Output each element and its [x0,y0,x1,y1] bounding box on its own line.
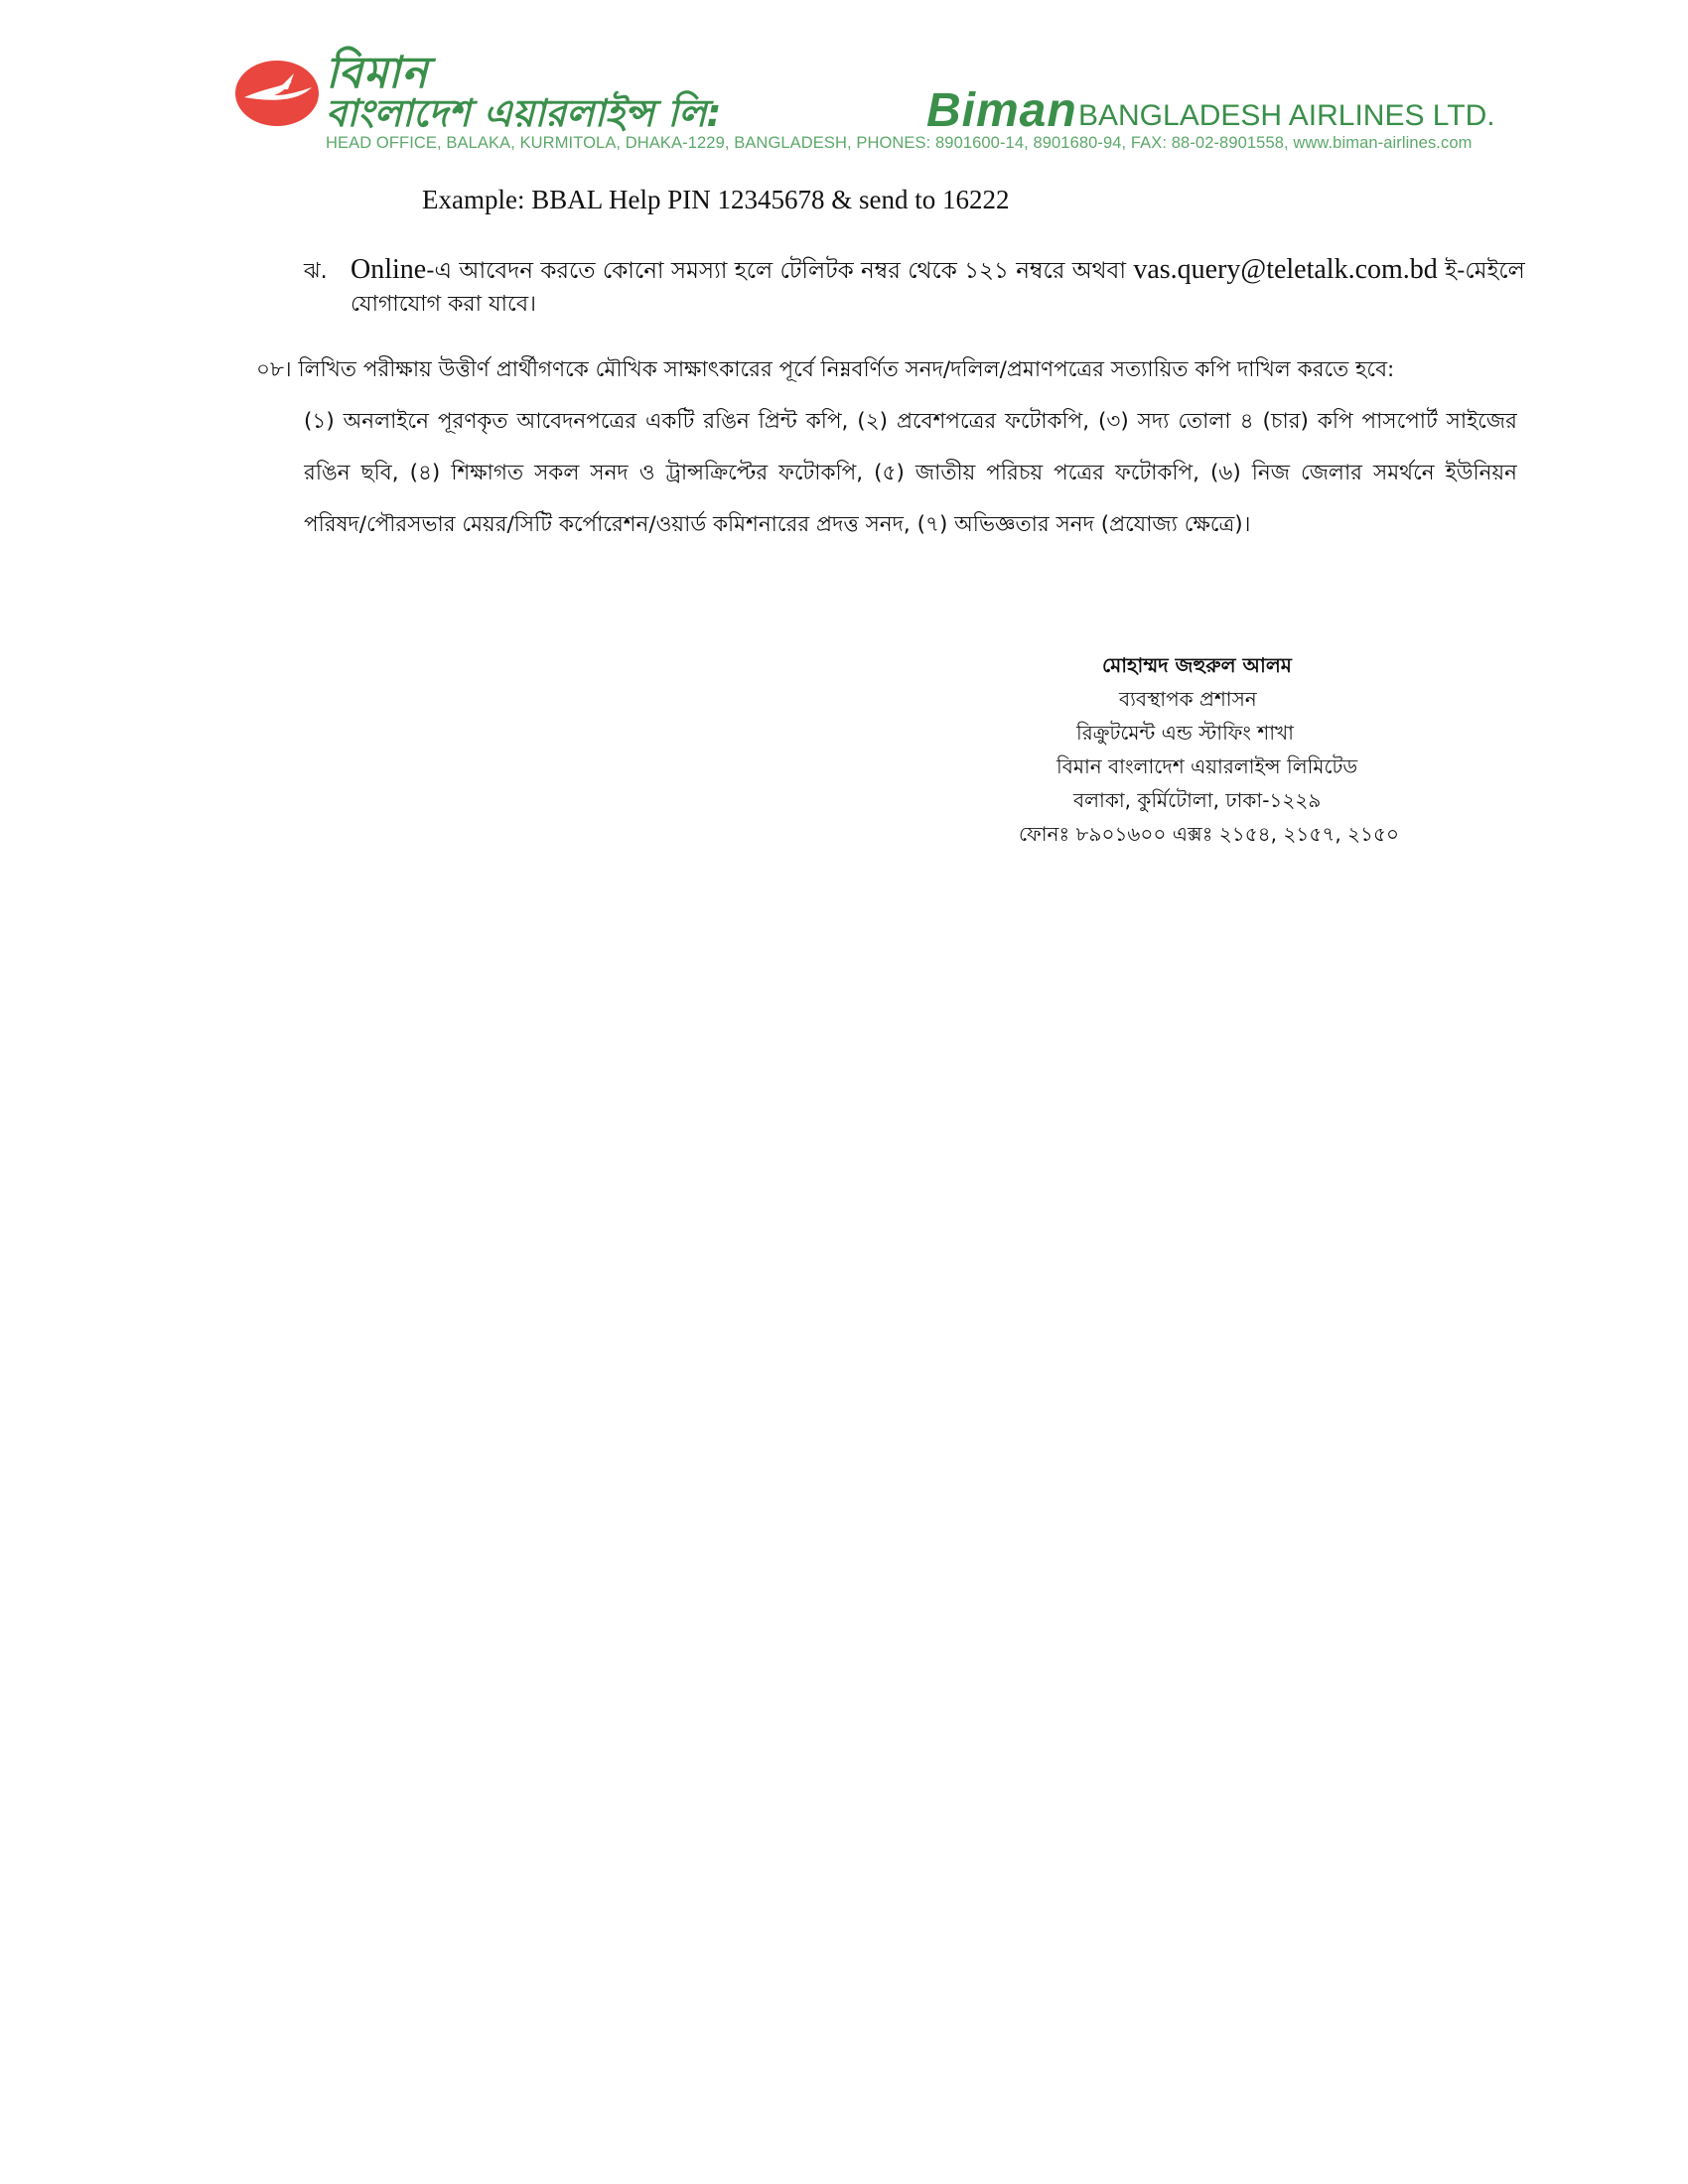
letterhead-address: HEAD OFFICE, BALAKA, KURMITOLA, DHAKA-1229, BANGLADESH, PHONES: 8901600-14, 8901680-94, FAX: 88-02-8901558, www.biman-airlines.com [326,134,1473,152]
support-email-link[interactable]: vas.query@teletalk.com.bd [1133,254,1438,285]
letterhead-english-name: BANGLADESH AIRLINES LTD. [1078,99,1495,132]
item-jha-text-a: -এ আবেদন করতে কোনো সমস্যা হলে টেলিটক নম্বর থেকে ১২১ নম্বরে অথবা [426,258,1134,284]
item-jha-text-b: ই-মেইলে [1437,258,1525,284]
required-documents-line: (১) অনলাইনে পূরণকৃত আবেদনপত্রের একটি রঙিন প্রিন্ট কপি, (২) প্রবেশপত্রের ফটোকপি, (৩) সদ্য তোলা ৪ (চার) কপি পাসপোর্ট সাইজের [304,409,1517,434]
letterhead-bengali-top: বিমান [326,48,429,98]
item-jha-marker: ঝ. [304,259,328,284]
signatory-name: মোহাম্মদ জহুরুল আলম [1102,653,1292,677]
letterhead [234,48,1505,153]
item-08-heading: ০৮। লিখিত পরীক্ষায় উত্তীর্ণ প্রার্থীগণকে মৌখিক সাক্ষাৎকারের পূর্বে নিম্নবর্ণিত সনদ/দলিল/প্রমাণপত্রের সত্যায়িত কপি দাখিল করতে হবে: [256,357,1395,382]
item-jha-line2: যোগাযোগ করা যাবে। [351,292,536,317]
example-line: Example: BBAL Help PIN 12345678 & send to 16222 [422,185,1010,214]
signatory-phone: ফোনঃ ৮৯০১৬০০ এক্সঃ ২১৫৪, ২১৫৭, ২১৫০ [1019,822,1400,846]
signatory-address: বলাকা, কুর্মিটোলা, ঢাকা-১২২৯ [1073,788,1322,812]
signatory-organization: বিমান বাংলাদেশ এয়ারলাইন্স লিমিটেড [1056,754,1358,778]
online-text: Online [351,254,427,285]
letterhead-biman-wordmark: Biman [926,84,1077,137]
item-jha-line1 [351,252,1525,289]
required-documents-line: রঙিন ছবি, (৪) শিক্ষাগত সকল সনদ ও ট্রান্সক্রিপ্টের ফটোকপি, (৫) জাতীয় পরিচয় পত্রের ফটোকপি, (৬) নিজ জেলার সমর্থনে ইউনিয়ন [304,461,1517,485]
required-documents [304,402,1517,557]
signatory-designation: ব্যবস্থাপক প্রশাসন [1119,687,1257,711]
signatory-section: রিক্রুটমেন্ট এন্ড স্টাফিং শাখা [1076,721,1294,745]
required-documents-line: পরিষদ/পৌরসভার মেয়র/সিটি কর্পোরেশন/ওয়ার্ড কমিশনারের প্রদত্ত সনদ, (৭) অভিজ্ঞতার সনদ (প্রযোজ্য ক্ষেত্রে)। [304,512,1251,537]
letterhead-bengali-name: বাংলাদেশ এয়ারলাইন্স লি: [326,91,722,135]
biman-logo-icon [234,60,320,127]
